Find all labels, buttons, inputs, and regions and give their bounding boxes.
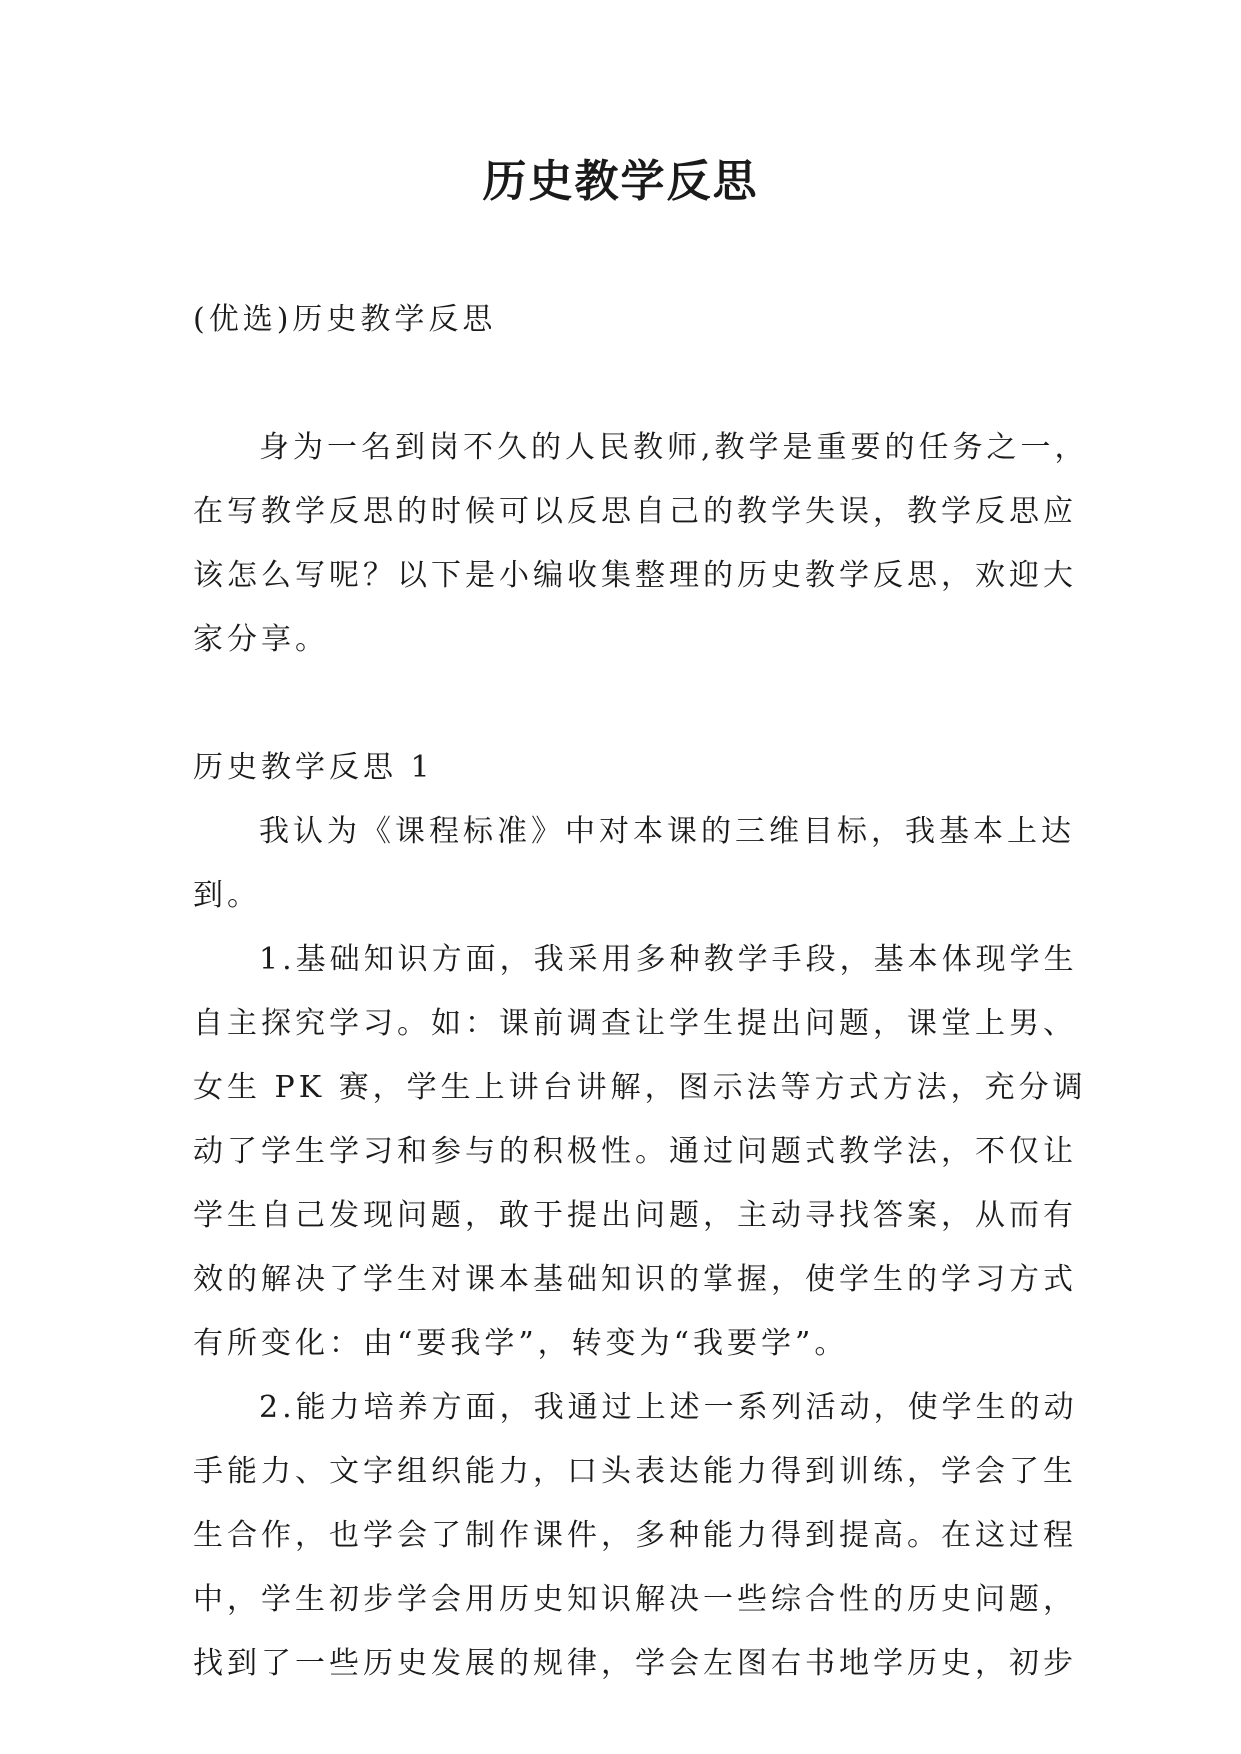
paragraph-line: 中，学生初步学会用历史知识解决一些综合性的历史问题， bbox=[193, 1582, 1077, 1617]
intro-line: 身为一名到岗不久的人民教师,教学是重要的任务之一， bbox=[259, 430, 1089, 465]
paragraph-line: 有所变化：由“要我学”，转变为“我要学”。 bbox=[193, 1326, 849, 1361]
intro-line: 家分享。 bbox=[193, 622, 329, 657]
paragraph-line: 学生自己发现问题，敢于提出问题，主动寻找答案，从而有 bbox=[193, 1198, 1077, 1233]
paragraph-2 bbox=[193, 928, 1087, 1376]
paragraph-line: 自主探究学习。如：课前调查让学生提出问题，课堂上男、 bbox=[193, 1006, 1077, 1041]
paragraph-line: 生合作，也学会了制作课件，多种能力得到提高。在这过程 bbox=[193, 1518, 1077, 1553]
intro-paragraph bbox=[193, 416, 1089, 672]
paragraph-line: 1.基础知识方面，我采用多种教学手段，基本体现学生 bbox=[259, 942, 1078, 977]
document-subtitle: (优选)历史教学反思 bbox=[193, 302, 497, 337]
paragraph-line: 效的解决了学生对课本基础知识的掌握，使学生的学习方式 bbox=[193, 1262, 1077, 1297]
paragraph-line: 动了学生学习和参与的积极性。通过问题式教学法，不仅让 bbox=[193, 1134, 1077, 1169]
document-body bbox=[193, 288, 1089, 1696]
spacer bbox=[193, 672, 1073, 736]
paragraph-1 bbox=[193, 800, 1073, 928]
spacer bbox=[193, 352, 1073, 416]
section-heading: 历史教学反思 1 bbox=[193, 750, 434, 785]
paragraph-line: 我认为《课程标准》中对本课的三维目标，我基本上达 bbox=[259, 814, 1075, 849]
paragraph-3 bbox=[193, 1376, 1078, 1696]
paragraph-line: 2.能力培养方面，我通过上述一系列活动，使学生的动 bbox=[259, 1390, 1078, 1425]
paragraph-line: 女生 PK 赛，学生上讲台讲解，图示法等方式方法，充分调 bbox=[193, 1070, 1087, 1105]
document-title: 历史教学反思 bbox=[482, 156, 759, 207]
intro-line: 该怎么写呢？以下是小编收集整理的历史教学反思，欢迎大 bbox=[193, 558, 1077, 593]
paragraph-line: 找到了一些历史发展的规律，学会左图右书地学历史，初步 bbox=[193, 1646, 1077, 1681]
paragraph-line: 手能力、文字组织能力，口头表达能力得到训练，学会了生 bbox=[193, 1454, 1077, 1489]
paragraph-line: 到。 bbox=[193, 878, 261, 913]
intro-line: 在写教学反思的时候可以反思自己的教学失误，教学反思应 bbox=[193, 494, 1077, 529]
